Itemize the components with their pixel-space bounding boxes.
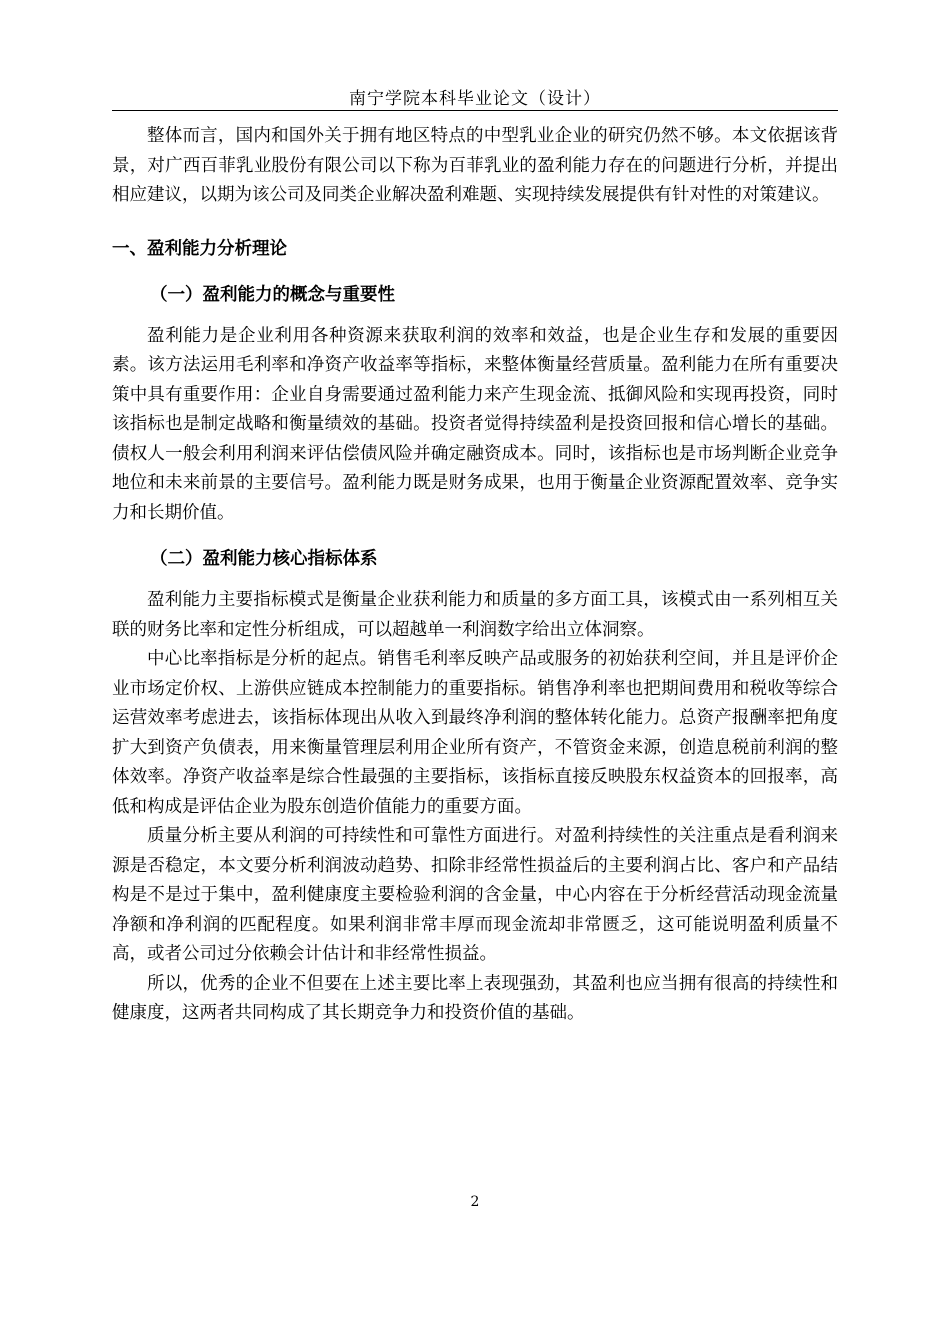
subsection-1-paragraph: 盈利能力是企业利用各种资源来获取利润的效率和效益，也是企业生存和发展的重要因素。该方法运用毛利率和净资产收益率等指标，来整体衡量经营质量。盈利能力在所有重要决策中具有重要作用：企业自身需要通过盈利能力来产生现金流、抵御风险和实现再投资，同时该指标也是制定战略和衡量绩效的基础。投资者觉得持续盈利是投资回报和信心增长的基础。债权人一般会利用利润来评估偿债风险并确定融资成本。同时，该指标也是市场判断企业竞争地位和未来前景的主要信号。盈利能力既是财务成果，也用于衡量企业资源配置效率、竞争实力和长期价值。 xyxy=(112,325,838,523)
intro-paragraph: 整体而言，国内和国外关于拥有地区特点的中型乳业企业的研究仍然不够。本文依据该背景，对广西百菲乳业股份有限公司以下称为百菲乳业的盈利能力存在的问题进行分析，并提出相应建议，以期为该公司及同类企业解决盈利难题、实现持续发展提供有针对性的对策建议。 xyxy=(112,126,838,205)
page-number: 2 xyxy=(470,1194,480,1210)
subsection-1-heading: （一）盈利能力的概念与重要性 xyxy=(150,284,395,305)
subsection-2-paragraph-1: 盈利能力主要指标模式是衡量企业获利能力和质量的多方面工具，该模式由一系列相互关联的财务比率和定性分析组成，可以超越单一利润数字给出立体洞察。 xyxy=(112,590,838,640)
subsection-2-heading: （二）盈利能力核心指标体系 xyxy=(150,549,378,569)
page-header-title: 南宁学院本科毕业论文（设计） xyxy=(349,89,601,109)
subsection-2-paragraph-4: 所以，优秀的企业不但要在上述主要比率上表现强劲，其盈利也应当拥有很高的持续性和健康度，这两者共同构成了其长期竞争力和投资价值的基础。 xyxy=(112,973,838,1023)
header-rule xyxy=(112,110,838,111)
subsection-2-paragraph-3: 质量分析主要从利润的可持续性和可靠性方面进行。对盈利持续性的关注重点是看利润来源是否稳定，本文要分析利润波动趋势、扣除非经常性损益后的主要利润占比、客户和产品结构是不是过于集中，盈利健康度主要检验利润的含金量，中心内容在于分析经营活动现金流量净额和净利润的匹配程度。如果利润非常丰厚而现金流却非常匮乏，这可能说明盈利质量不高，或者公司过分依赖会计估计和非经常性损益。 xyxy=(112,826,838,964)
section-1-heading: 一、盈利能力分析理论 xyxy=(112,238,287,259)
subsection-2-paragraph-2: 中心比率指标是分析的起点。销售毛利率反映产品或服务的初始获利空间，并且是评价企业市场定价权、上游供应链成本控制能力的重要指标。销售净利率也把期间费用和税收等综合运营效率考虑进去，该指标体现出从收入到最终净利润的整体转化能力。总资产报酬率把角度扩大到资产负债表，用来衡量管理层利用企业所有资产，不管资金来源，创造息税前利润的整体效率。净资产收益率是综合性最强的主要指标，该指标直接反映股东权益资本的回报率，高低和构成是评估企业为股东创造价值能力的重要方面。 xyxy=(112,649,838,817)
document-body xyxy=(112,122,838,1029)
